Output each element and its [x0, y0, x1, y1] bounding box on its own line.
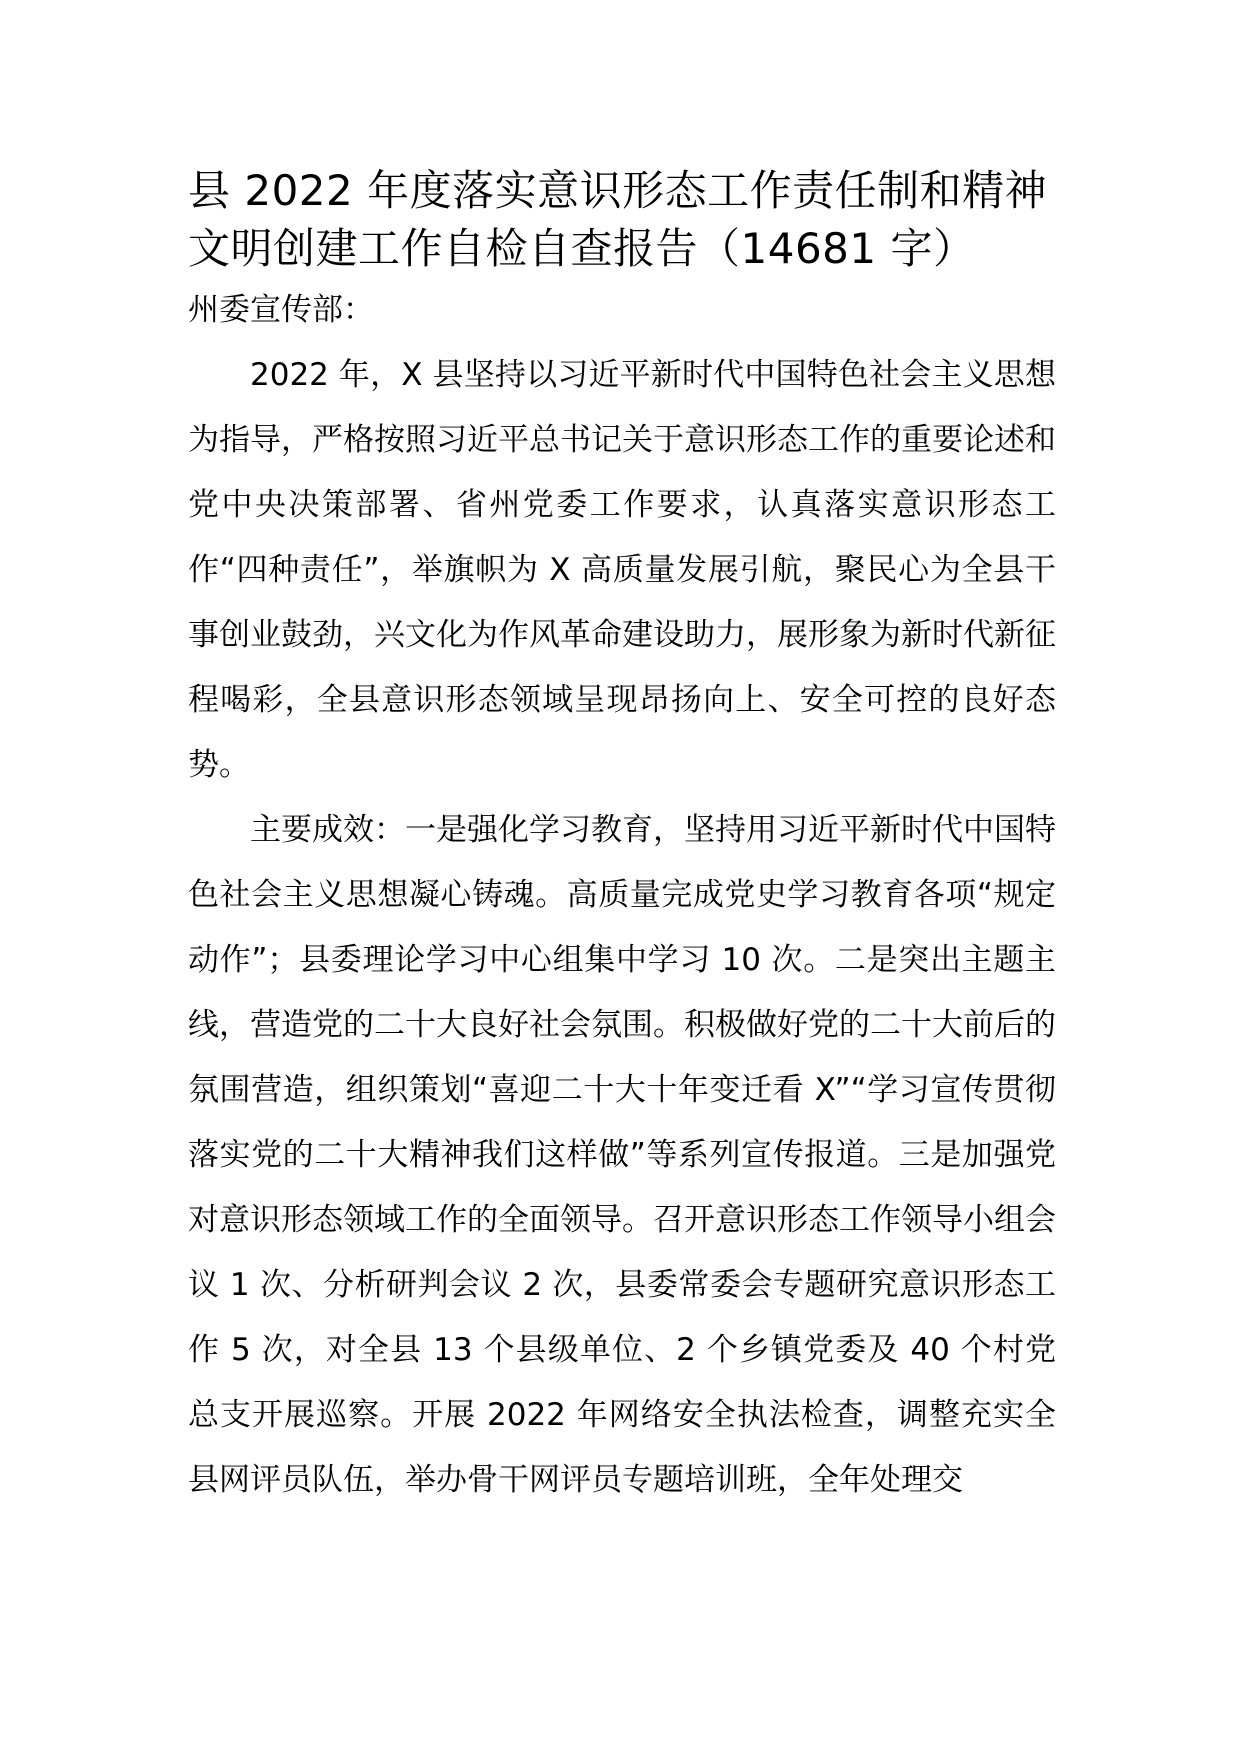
salutation: 州委宣传部： [188, 292, 374, 328]
document-page [188, 162, 1056, 1513]
body-paragraph-intro: 2022 年，X 县坚持以习近平新时代中国特色社会主义思想为指导，严格按照习近平总书记关于意识形态工作的重要论述和党中央决策部署、省州党委工作要求，认真落实意识形态工作“四种责任”，举旗帜为 X 高质量发展引航，聚民心为全县干事创业鼓劲，兴文化为作风革命建设助力，展形象为新时代新征程喝彩，全县意识形态领域呈现昂扬向上、安全可控的良好态势。 [188, 357, 1056, 783]
document-title: 县 2022 年度落实意识形态工作责任制和精神文明创建工作自检自查报告（14681 字） [188, 166, 1048, 273]
body-paragraph-achievements: 主要成效：一是强化学习教育，坚持用习近平新时代中国特色社会主义思想凝心铸魂。高质量完成党史学习教育各项“规定动作”；县委理论学习中心组集中学习 10 次。二是突出主题主线，营造党的二十大良好社会氛围。积极做好党的二十大前后的氛围营造，组织策划“喜迎二十大十年变迁看 X”“学习宣传贯彻落实党的二十大精神我们这样做”等系列宣传报道。三是加强党对意识形态领域工作的全面领导。召开意识形态工作领导小组会议 1 次、分析研判会议 2 次，县委常委会专题研究意识形态工作 5 次，对全县 13 个县级单位、2 个乡镇党委及 40 个村党总支开展巡察。开展 2022 年网络安全执法检查，调整充实全县网评员队伍，举办骨干网评员专题培训班，全年处理交 [188, 812, 1056, 1498]
